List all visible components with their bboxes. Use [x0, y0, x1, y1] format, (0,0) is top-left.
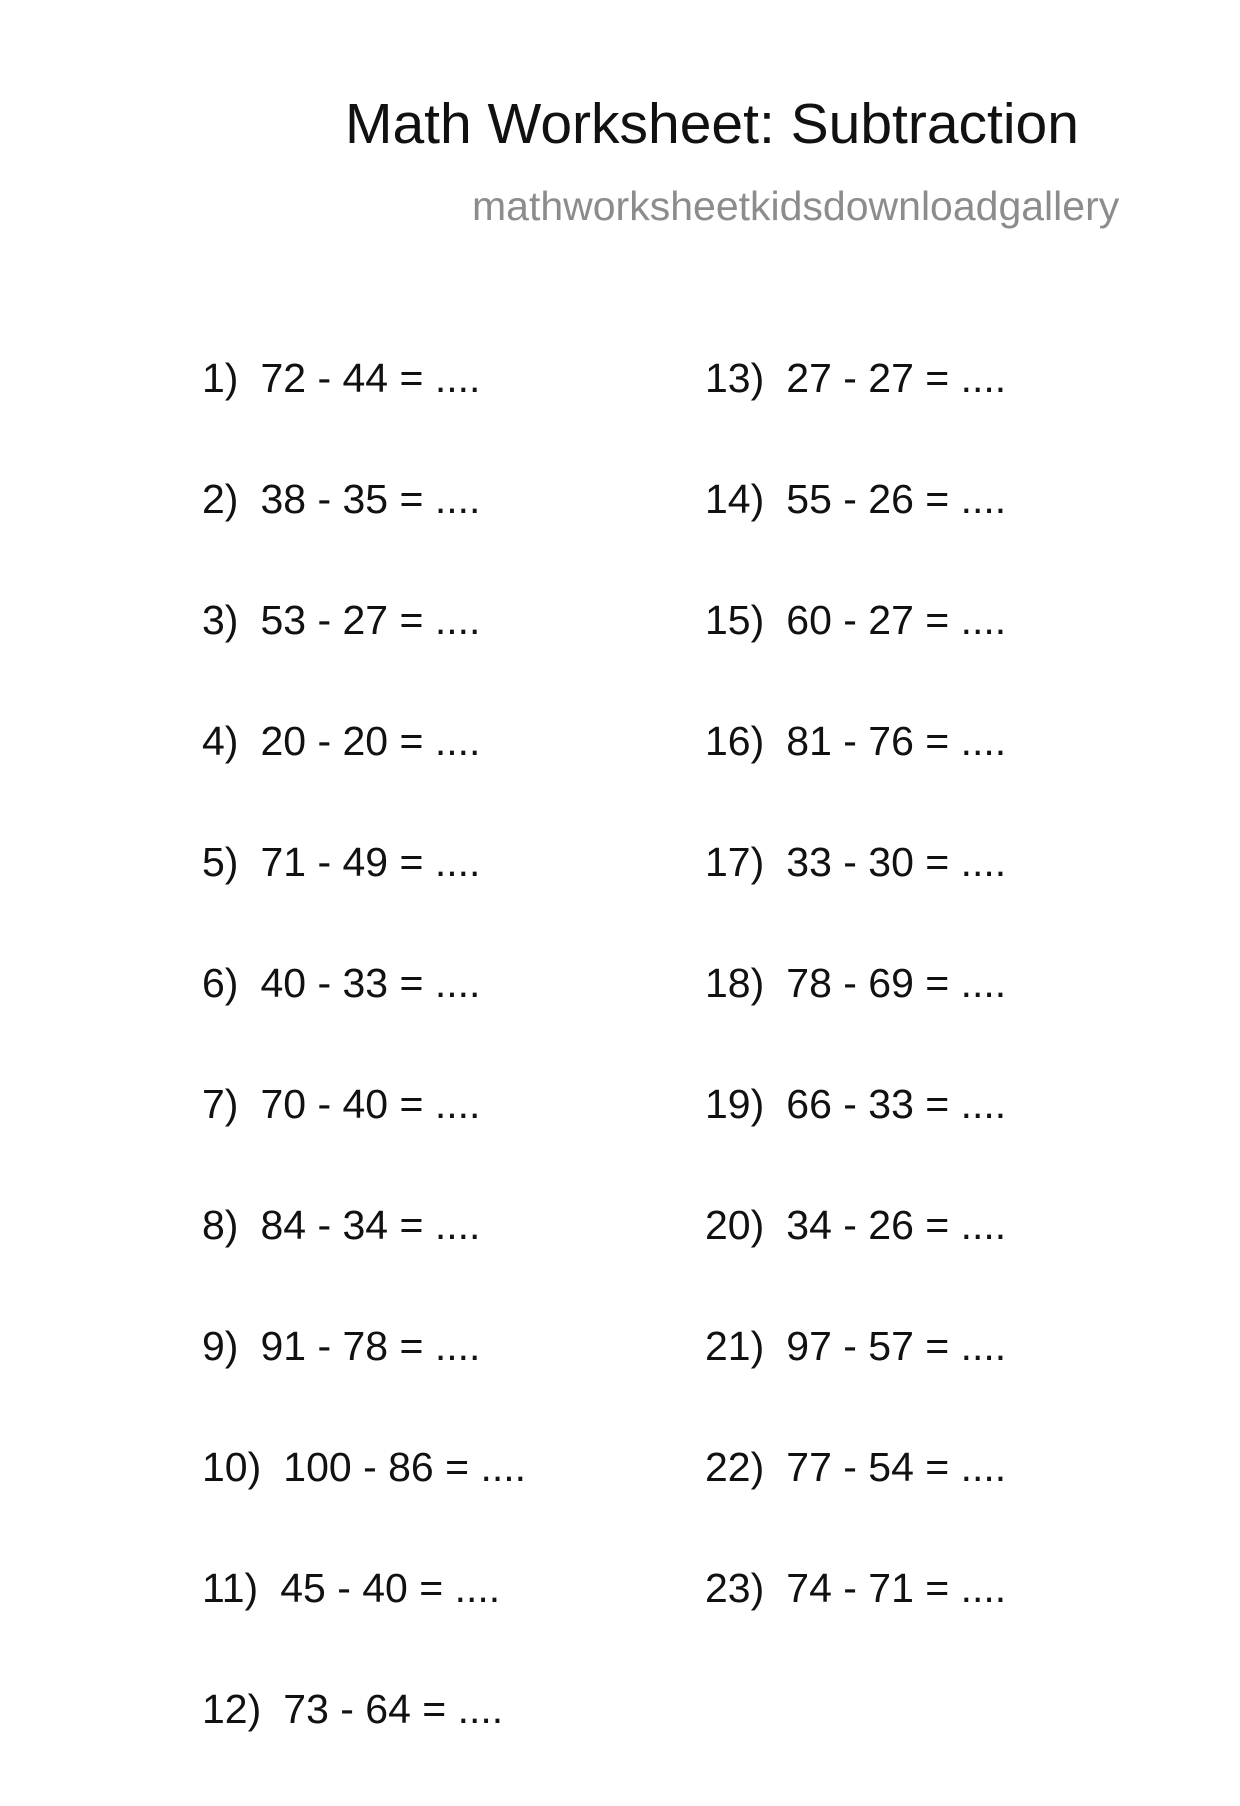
problem-expression: 74 - 71 = ....	[786, 1565, 1007, 1611]
problem-number: 8)	[202, 1202, 239, 1248]
problem-item	[705, 354, 1006, 475]
problem-column-right	[705, 354, 1006, 1685]
problem-item	[202, 1322, 526, 1443]
problem-list	[0, 354, 1240, 1732]
problem-number: 18)	[705, 960, 765, 1006]
problem-expression: 73 - 64 = ....	[283, 1686, 504, 1732]
problem-expression: 38 - 35 = ....	[260, 476, 481, 522]
problem-item	[202, 959, 526, 1080]
problem-expression: 20 - 20 = ....	[260, 718, 481, 764]
problem-item	[202, 1201, 526, 1322]
problem-expression: 72 - 44 = ....	[260, 355, 481, 401]
problem-item	[202, 1685, 526, 1806]
problem-expression: 100 - 86 = ....	[283, 1444, 527, 1490]
problem-item	[705, 1080, 1006, 1201]
problem-expression: 81 - 76 = ....	[786, 718, 1007, 764]
problem-number: 4)	[202, 718, 239, 764]
problem-expression: 84 - 34 = ....	[260, 1202, 481, 1248]
problem-item	[202, 1443, 526, 1564]
problem-number: 5)	[202, 839, 239, 885]
problem-item	[202, 717, 526, 838]
problem-number: 21)	[705, 1323, 765, 1369]
source-subtitle: mathworksheetkidsdownloadgallery	[472, 183, 1120, 229]
problem-item	[705, 475, 1006, 596]
problem-number: 15)	[705, 597, 765, 643]
problem-number: 1)	[202, 355, 239, 401]
problem-expression: 70 - 40 = ....	[260, 1081, 481, 1127]
problem-number: 16)	[705, 718, 765, 764]
problem-number: 9)	[202, 1323, 239, 1369]
problem-item	[202, 1564, 526, 1685]
problem-item	[202, 1080, 526, 1201]
problem-number: 13)	[705, 355, 765, 401]
problem-expression: 60 - 27 = ....	[786, 597, 1007, 643]
problem-number: 23)	[705, 1565, 765, 1611]
page-title: Math Worksheet: Subtraction	[345, 92, 1079, 156]
problem-item	[202, 596, 526, 717]
problem-number: 11)	[202, 1565, 259, 1611]
problem-item	[705, 959, 1006, 1080]
problem-item	[705, 1322, 1006, 1443]
problem-column-left	[202, 354, 526, 1806]
problem-expression: 97 - 57 = ....	[786, 1323, 1007, 1369]
problem-item	[202, 475, 526, 596]
problem-expression: 66 - 33 = ....	[786, 1081, 1007, 1127]
problem-number: 22)	[705, 1444, 765, 1490]
problem-item	[705, 717, 1006, 838]
problem-expression: 71 - 49 = ....	[260, 839, 481, 885]
problem-item	[202, 354, 526, 475]
problem-number: 3)	[202, 597, 239, 643]
problem-number: 7)	[202, 1081, 239, 1127]
problem-item	[705, 1201, 1006, 1322]
problem-item	[705, 1564, 1006, 1685]
problem-expression: 53 - 27 = ....	[260, 597, 481, 643]
problem-expression: 34 - 26 = ....	[786, 1202, 1007, 1248]
problem-number: 10)	[202, 1444, 262, 1490]
problem-item	[202, 838, 526, 959]
problem-expression: 55 - 26 = ....	[786, 476, 1007, 522]
problem-number: 6)	[202, 960, 239, 1006]
problem-number: 20)	[705, 1202, 765, 1248]
problem-number: 17)	[705, 839, 765, 885]
problem-number: 14)	[705, 476, 765, 522]
problem-expression: 27 - 27 = ....	[786, 355, 1007, 401]
problem-expression: 77 - 54 = ....	[786, 1444, 1007, 1490]
problem-item	[705, 1443, 1006, 1564]
problem-number: 19)	[705, 1081, 765, 1127]
problem-expression: 45 - 40 = ....	[280, 1565, 501, 1611]
problem-expression: 91 - 78 = ....	[260, 1323, 481, 1369]
problem-item	[705, 838, 1006, 959]
problem-expression: 40 - 33 = ....	[260, 960, 481, 1006]
problem-expression: 33 - 30 = ....	[786, 839, 1007, 885]
problem-number: 2)	[202, 476, 239, 522]
problem-item	[705, 596, 1006, 717]
problem-number: 12)	[202, 1686, 262, 1732]
problem-expression: 78 - 69 = ....	[786, 960, 1007, 1006]
